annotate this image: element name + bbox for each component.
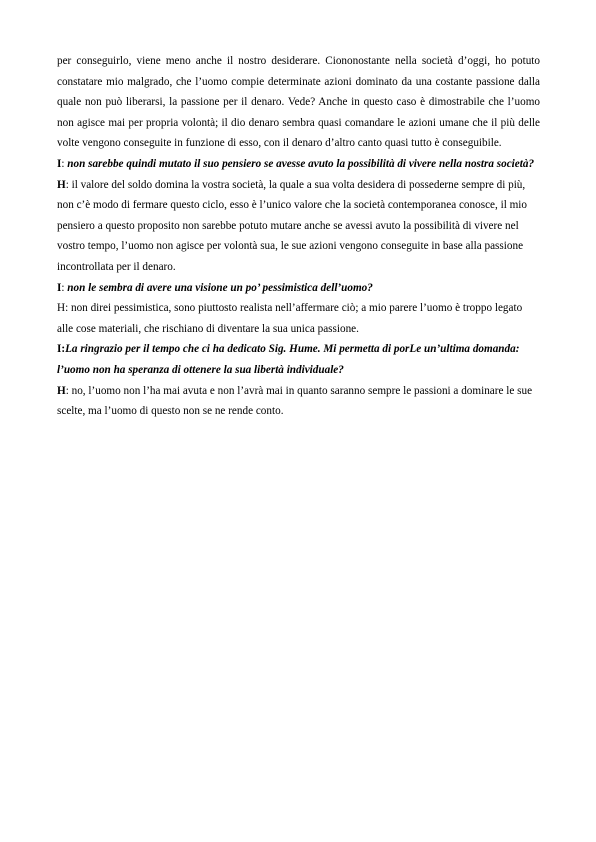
answer-text: il valore del soldo domina la vostra società, la quale a sua volta desidera di possederne sempre di più, non c’è modo di fermare questo ciclo, esso è l’unico valore che la società contemporanea conosce, il mio pensiero a questo proposito non sarebbe potuto mutare anche se avessi avuto la possibilità di vivere nel vostro tempo, l’uomo non agisce per volontà sua, le sue azioni vengono conseguite in base alla passione incontrollata per il denaro. — [57, 178, 528, 273]
question-text: non sarebbe quindi mutato il suo pensiero se avesse avuto la possibilità di vivere nella nostra società? — [67, 157, 535, 170]
question-text: non le sembra di avere una visione un po’ pessimistica dell’uomo? — [67, 281, 373, 294]
interview-answer — [57, 381, 540, 422]
answer-text: no, l’uomo non l’ha mai avuta e non l’avrà mai in quanto saranno sempre le passioni a dominare le sue scelte, ma l’uomo di questo non se ne rende conto. — [57, 384, 533, 418]
answer-text: H: non direi pessimistica, sono piuttosto realista nell’affermare ciò; a mio parere l’uomo è troppo legato alle cose materiali, che rischiano di diventare la sua unica passione. — [57, 302, 523, 335]
speaker-label: H — [57, 178, 66, 191]
question-text: La ringrazio per il tempo che ci ha dedicato Sig. Hume. Mi permetta di porLe un’ultima domanda: l’uomo non ha speranza di ottenere la sua libertà individuale? — [57, 343, 520, 376]
speaker-label: I — [57, 281, 62, 294]
paragraph-intro — [57, 51, 540, 154]
paragraph-text: per conseguirlo, viene meno anche il nostro desiderare. Ciononostante nella società d’oggi, ho potuto constatare mio malgrado, che l’uomo compie determinate azioni dominato da una costante passione dalla quale non può liberarsi, la passione per il denaro. Vede? Anche in questo caso è dimostrabile che l’uomo non agisce mai per propria volontà; il dio denaro sembra quasi comandare le azioni umane che il più delle volte vengono conseguite in funzione di esso, con il denaro d’altro canto quasi tutto è conseguibile. — [57, 55, 540, 150]
speaker-separator: : — [65, 384, 72, 397]
speaker-separator: : — [65, 178, 72, 191]
speaker-label: I — [57, 157, 62, 170]
speaker-label: H — [57, 384, 66, 397]
interview-question — [57, 278, 540, 299]
interview-answer — [57, 175, 540, 278]
speaker-separator: : — [61, 343, 66, 356]
speaker-separator: : — [61, 157, 68, 170]
speaker-label: I — [57, 343, 62, 356]
speaker-separator: : — [61, 281, 68, 294]
interview-question — [57, 154, 540, 175]
interview-question — [57, 339, 540, 380]
document-page — [57, 51, 540, 422]
interview-answer — [57, 298, 540, 339]
